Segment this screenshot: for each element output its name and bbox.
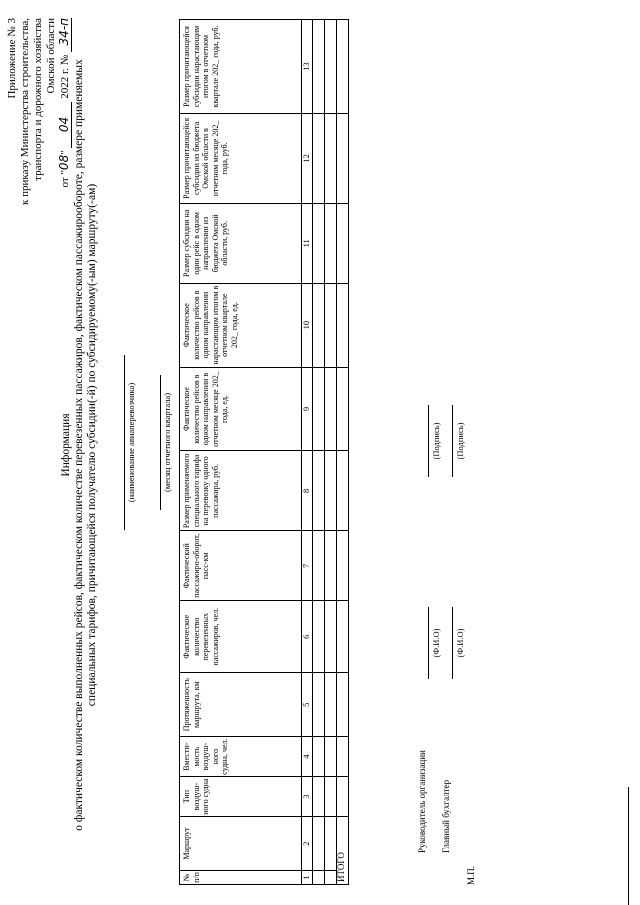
column-number: 1 <box>302 871 313 885</box>
table-cell[interactable] <box>336 673 348 737</box>
table-header-row <box>180 20 302 885</box>
region-line: Омской области <box>45 18 57 94</box>
title-description: о фактическом количестве выполненных рейсов, фактическом количестве перевезенных пассажиров, фактическом пассажирообороте, размере применяемых <box>73 59 85 831</box>
table-cell[interactable] <box>312 817 324 871</box>
column-number: 10 <box>302 283 313 367</box>
accountant-sign-line[interactable] <box>442 405 453 477</box>
col-header-passenger-turnover: Фактический пассажиро-оборот, пасс-км <box>180 531 302 601</box>
order-number: 34-п <box>58 18 72 52</box>
table-cell[interactable] <box>312 737 324 777</box>
table-cell[interactable] <box>324 737 336 777</box>
column-number-row <box>302 20 313 885</box>
table-cell[interactable] <box>336 203 348 283</box>
table-cell[interactable] <box>324 871 336 885</box>
order-date-line: от "08" 04 2022 г. № 34-п <box>57 18 71 188</box>
column-number: 12 <box>302 113 313 203</box>
col-header-flights-month: Фактическое количество рейсов в одном направлении в отчетном месяце 202_ года, ед. <box>180 367 302 451</box>
table-cell[interactable] <box>312 367 324 451</box>
table-cell[interactable] <box>324 817 336 871</box>
col-header-number: № п/п <box>180 871 302 885</box>
table-cell[interactable] <box>312 451 324 531</box>
carrier-name-line <box>112 355 125 530</box>
ministry-line: транспорта и дорожного хозяйства <box>32 18 44 181</box>
column-number: 9 <box>302 367 313 451</box>
col-header-route-length: Протяженность маршрута, км <box>180 673 302 737</box>
table-cell[interactable] <box>336 283 348 367</box>
column-number: 6 <box>302 601 313 673</box>
col-header-special-tariff: Размер применяемого специального тарифа на перевозку одного пассажира, руб. <box>180 451 302 531</box>
col-header-flights-quarter: Фактическое количество рейсов в одном направлении нарастающим итогом в отчетном квартале 202_ года, ед. <box>180 283 302 367</box>
head-fio-line[interactable] <box>418 607 429 679</box>
table-cell[interactable] <box>324 601 336 673</box>
table-cell[interactable] <box>312 673 324 737</box>
table-cell[interactable] <box>312 531 324 601</box>
order-day: 08 <box>57 154 71 171</box>
order-month: 04 <box>58 102 72 148</box>
column-number: 8 <box>302 451 313 531</box>
head-fio-caption: (Ф.И.О) <box>431 628 441 658</box>
table-cell[interactable] <box>336 601 348 673</box>
table-cell[interactable] <box>336 777 348 817</box>
table-cell[interactable] <box>336 451 348 531</box>
table-cell[interactable] <box>324 531 336 601</box>
stamp-label: М.П. <box>466 865 476 885</box>
accountant-signature-label: Главный бухгалтер <box>441 779 451 853</box>
column-number: 2 <box>302 817 313 871</box>
accountant-sign-caption: (Подпись) <box>455 422 465 460</box>
table-cell[interactable] <box>312 283 324 367</box>
column-number: 5 <box>302 673 313 737</box>
col-header-passengers: Фактическое количество перевезенных пассажиров, чел. <box>180 601 302 673</box>
table-cell[interactable] <box>324 367 336 451</box>
table-row <box>324 20 336 885</box>
column-number: 3 <box>302 777 313 817</box>
table-cell[interactable] <box>336 20 348 114</box>
accountant-fio-line[interactable] <box>442 607 453 679</box>
head-signature-label: Руководитель организации <box>417 750 427 853</box>
column-number: 11 <box>302 203 313 283</box>
table-cell[interactable] <box>324 203 336 283</box>
table-cell[interactable] <box>312 871 324 885</box>
order-reference: к приказу Министерства строительства, <box>19 18 31 205</box>
accountant-fio-caption: (Ф.И.О) <box>455 628 465 658</box>
table-cell[interactable] <box>324 673 336 737</box>
col-header-aircraft-type: Тип воздуш-ного судна <box>180 777 302 817</box>
month-caption: (месяц отчетного квартала) <box>162 392 172 493</box>
total-label: ИТОГО <box>336 817 348 885</box>
table-cell[interactable] <box>336 531 348 601</box>
table-cell[interactable] <box>312 777 324 817</box>
col-header-capacity: Вмести-мость воздуш-ного судна, чел. <box>180 737 302 777</box>
table-row <box>312 20 324 885</box>
col-header-subsidy-month: Размер причитающейся субсидии из бюджета Омской области в отчетном месяце 202_ года, руб. <box>180 113 302 203</box>
table-cell[interactable] <box>336 113 348 203</box>
appendix-number: Приложение № 3 <box>6 18 18 99</box>
table-cell[interactable] <box>312 20 324 114</box>
head-sign-caption: (Подпись) <box>431 422 441 460</box>
col-header-subsidy-quarter: Размер причитающейся субсидии нарастающим итогом в отчетном квартале 202_ года, руб. <box>180 20 302 114</box>
head-sign-line[interactable] <box>418 405 429 477</box>
column-number: 7 <box>302 531 313 601</box>
title-heading: Информация <box>60 413 72 477</box>
table-cell[interactable] <box>324 451 336 531</box>
col-header-route: Маршрут <box>180 817 302 871</box>
table-cell[interactable] <box>312 203 324 283</box>
table-cell[interactable] <box>336 367 348 451</box>
title-description-cont: специальных тарифов, причитающейся получателю субсидии(-й) по субсидируемому(-ым) маршруту(-ам) <box>86 183 98 707</box>
carrier-caption: (наименование авиаперевозчика) <box>126 382 136 503</box>
footnote-divider <box>628 787 629 905</box>
table-cell[interactable] <box>324 283 336 367</box>
column-number: 4 <box>302 737 313 777</box>
table-cell[interactable] <box>324 777 336 817</box>
table-cell[interactable] <box>324 20 336 114</box>
table-cell[interactable] <box>336 737 348 777</box>
table-cell[interactable] <box>312 601 324 673</box>
table-cell[interactable] <box>312 113 324 203</box>
report-month-line <box>148 375 161 510</box>
col-header-subsidy-per-flight: Размер субсидии на один рейс в одном направлении из бюджета Омской области, руб. <box>180 203 302 283</box>
total-row <box>336 20 348 885</box>
table-cell[interactable] <box>324 113 336 203</box>
document-title <box>57 15 99 875</box>
column-number: 13 <box>302 20 313 114</box>
report-table <box>179 19 349 885</box>
